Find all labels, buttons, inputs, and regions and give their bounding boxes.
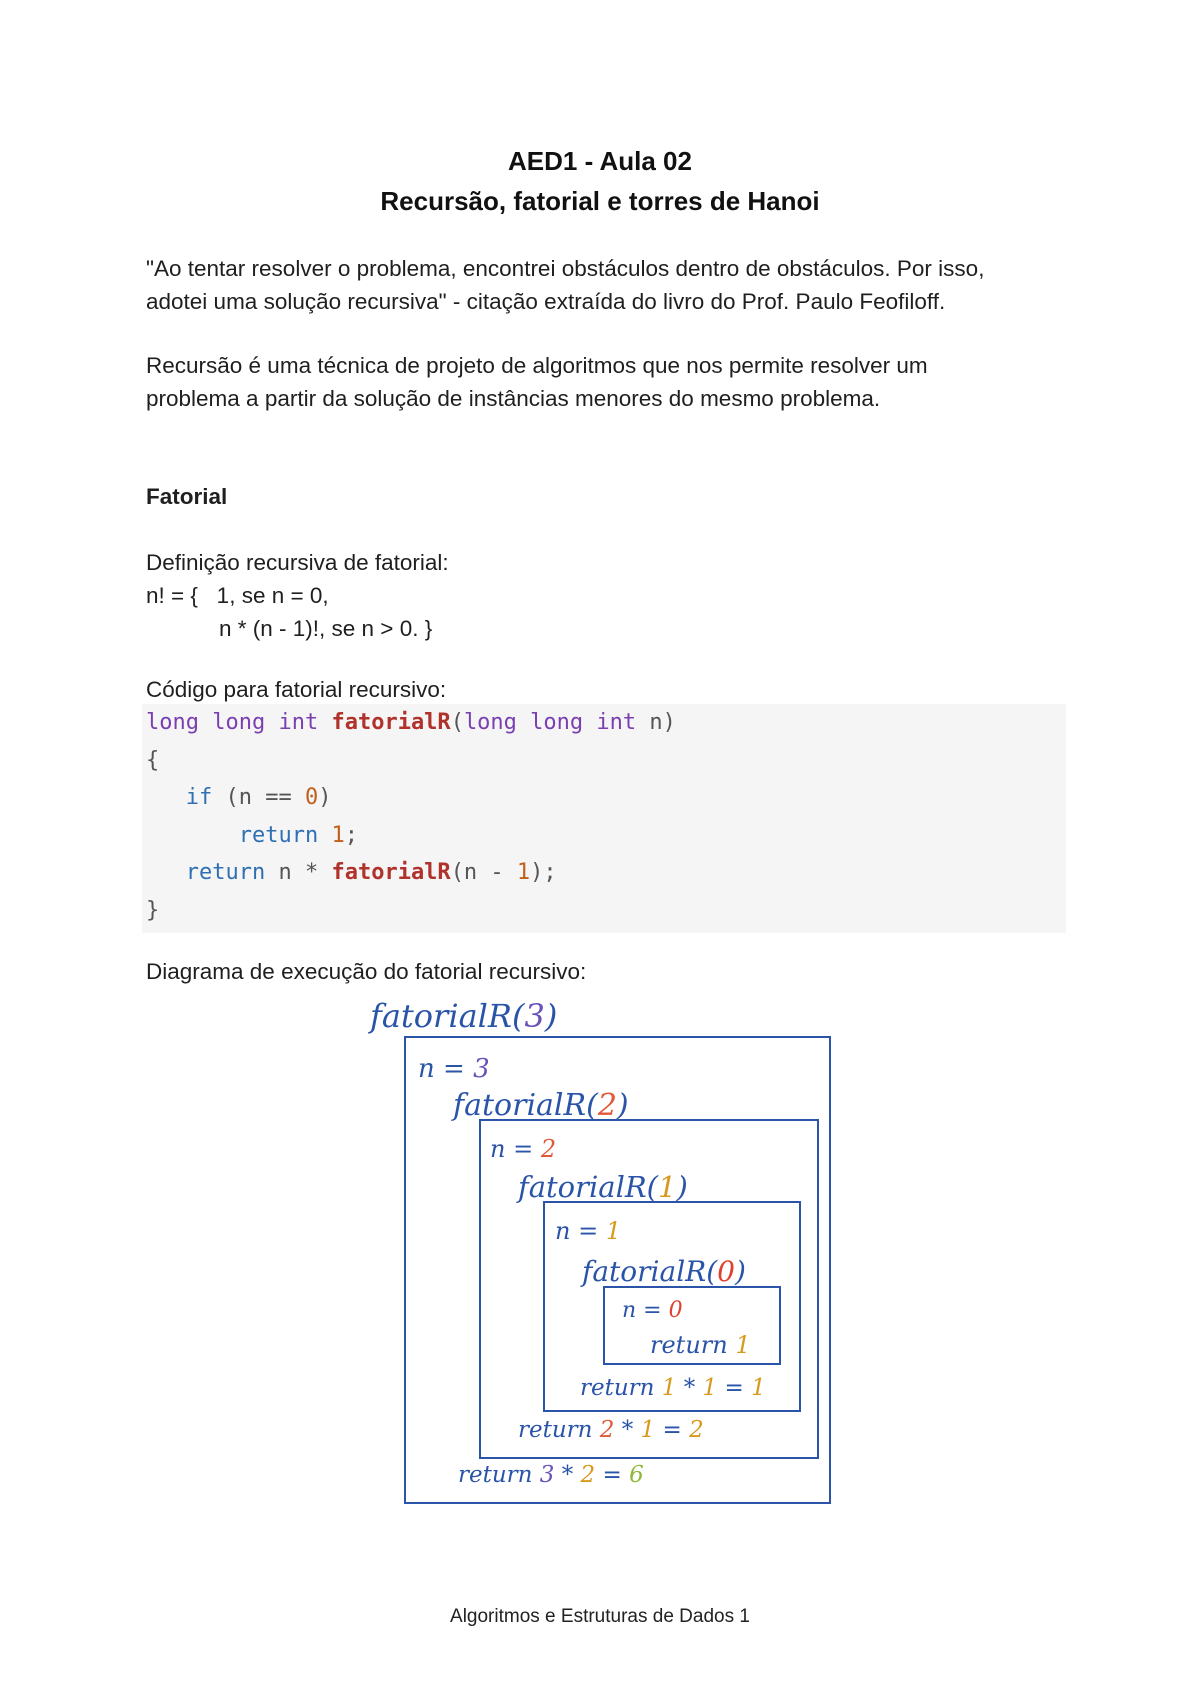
code-token: 0 <box>304 785 319 810</box>
code-token: (n == <box>225 785 305 810</box>
return-operand: 1 <box>702 1375 718 1401</box>
n-value: 1 <box>605 1217 622 1245</box>
n-label: n = <box>490 1135 541 1163</box>
return-operand: 3 <box>539 1462 555 1488</box>
call-argument: 3 <box>524 997 545 1035</box>
diagram-label: Diagrama de execução do fatorial recursivo: <box>146 959 587 984</box>
n-value: 2 <box>540 1135 557 1163</box>
return-operator: = <box>595 1462 630 1488</box>
code-token: ) <box>662 710 676 735</box>
code-token: long <box>212 710 266 735</box>
code-token: long <box>530 710 584 735</box>
return-operator: = <box>717 1375 752 1401</box>
n-label: n = <box>555 1217 606 1245</box>
call-label-3 <box>368 997 557 1035</box>
code-token: (n - <box>450 860 517 885</box>
recursion-diagram <box>360 995 850 1515</box>
document-title: AED1 - Aula 02 <box>508 146 692 176</box>
definition-label: Definição recursiva de fatorial: <box>146 550 449 575</box>
code-line <box>146 779 676 817</box>
n-value-label-0 <box>622 1298 683 1323</box>
intro-line: problema a partir da solução de instâncias menores do mesmo problema. <box>146 386 881 411</box>
return-word: return <box>650 1331 736 1359</box>
code-function-name: fatorialR <box>331 710 451 735</box>
code-token: return <box>185 860 266 885</box>
call-argument: 1 <box>658 1170 677 1204</box>
code-function-name: fatorialR <box>331 860 451 885</box>
intro-paragraph <box>146 349 1076 415</box>
call-close: ) <box>544 997 558 1035</box>
code-block <box>146 704 676 929</box>
return-result: 6 <box>629 1462 644 1488</box>
call-close: ) <box>676 1170 688 1204</box>
call-close: ) <box>616 1088 629 1123</box>
code-token: long <box>146 710 199 735</box>
call-close: ) <box>735 1255 746 1288</box>
return-result: 1 <box>751 1375 766 1401</box>
code-token: 1 <box>516 860 531 885</box>
n-value: 3 <box>473 1054 490 1084</box>
return-operand: 2 <box>599 1417 615 1443</box>
n-value-label-1 <box>555 1217 621 1245</box>
return-result: 2 <box>689 1417 704 1443</box>
code-token: ( <box>450 710 464 735</box>
code-token: int <box>596 710 637 735</box>
return-operand: 1 <box>661 1375 677 1401</box>
return-line-2 <box>518 1417 704 1443</box>
return-word: return <box>580 1375 662 1401</box>
quote-line: adotei uma solução recursiva" - citação extraída do livro do Prof. Paulo Feofiloff. <box>146 289 946 314</box>
code-token: ) <box>318 785 332 810</box>
code-line <box>146 854 676 892</box>
code-token: n * <box>278 860 332 885</box>
code-line <box>146 892 676 930</box>
return-line-1 <box>580 1375 766 1401</box>
intro-line: Recursão é uma técnica de projeto de algoritmos que nos permite resolver um <box>146 353 928 378</box>
return-word: return <box>518 1417 600 1443</box>
code-label: Código para fatorial recursivo: <box>146 677 447 702</box>
definition-block <box>146 546 1076 645</box>
code-token: { <box>146 747 160 773</box>
return-operand: 1 <box>640 1417 656 1443</box>
code-line <box>146 817 676 855</box>
return-operator: * <box>554 1462 581 1488</box>
call-name: fatorialR( <box>518 1170 658 1204</box>
definition-line: n! = { 1, se n = 0, <box>146 583 329 608</box>
page-footer: Algoritmos e Estruturas de Dados 1 <box>450 1606 750 1627</box>
code-token: } <box>146 897 160 923</box>
call-argument: 2 <box>597 1088 617 1123</box>
code-token: ; <box>344 822 358 848</box>
code-token: if <box>185 785 213 810</box>
return-operator: * <box>676 1375 703 1401</box>
call-name: fatorialR( <box>453 1088 598 1123</box>
n-value-label-2 <box>490 1135 556 1163</box>
call-label-2 <box>451 1088 629 1123</box>
return-line-3 <box>458 1462 644 1488</box>
n-label: n = <box>622 1298 669 1323</box>
definition-line: n * (n - 1)!, se n > 0. } <box>219 616 433 641</box>
return-line-0 <box>650 1331 751 1359</box>
n-value: 0 <box>668 1298 683 1323</box>
return-value: 1 <box>735 1331 751 1359</box>
code-token: n <box>649 710 663 735</box>
quote-line: "Ao tentar resolver o problema, encontrei obstáculos dentro de obstáculos. Por isso, <box>146 256 985 281</box>
n-label: n = <box>418 1054 474 1084</box>
n-value-label-3 <box>418 1054 490 1084</box>
code-line <box>146 742 676 780</box>
return-operand: 2 <box>580 1462 596 1488</box>
code-token: 1 <box>331 822 345 848</box>
call-argument: 0 <box>717 1255 735 1288</box>
return-operator: * <box>614 1417 641 1443</box>
call-name: fatorialR( <box>582 1255 718 1288</box>
code-line <box>146 704 676 742</box>
call-label-0 <box>580 1255 746 1288</box>
return-word: return <box>458 1462 540 1488</box>
document-subtitle: Recursão, fatorial e torres de Hanoi <box>380 186 820 216</box>
code-token: long <box>463 710 517 735</box>
quote-paragraph <box>146 252 1076 318</box>
section-heading: Fatorial <box>146 484 228 509</box>
call-label-1 <box>516 1170 688 1204</box>
code-token: ); <box>530 860 557 885</box>
return-operator: = <box>655 1417 690 1443</box>
call-name: fatorialR( <box>370 997 525 1035</box>
code-token: return <box>238 822 319 848</box>
code-token: int <box>278 710 319 735</box>
